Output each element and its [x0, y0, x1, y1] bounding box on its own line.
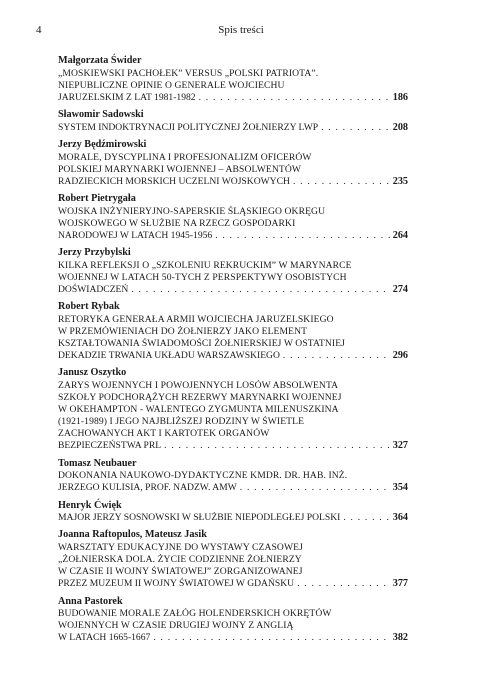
entry-title-line: ZACHOWANYCH AKT I KARTOTEK ORGANÓW	[58, 428, 270, 440]
entry-title-line: SZKOŁY PODCHORĄŻYCH REZERWY MARYNARKI WOJENNEJ	[58, 391, 342, 403]
toc-entry	[58, 500, 408, 525]
dot-leader	[215, 230, 389, 242]
entry-title-line: WARSZTATY EDUKACYJNE DO WYSTAWY CZASOWEJ	[58, 542, 303, 554]
entry-page-number: 327	[392, 440, 408, 452]
dot-leader	[153, 632, 389, 644]
entry-title-line: DOŚWIADCZEŃ	[58, 283, 129, 295]
entry-title-line: DOKONANIA NAUKOWO-DYDAKTYCZNE KMDR. DR. HAB. INŻ.	[58, 470, 348, 482]
dot-leader	[240, 482, 390, 494]
entry-title-line: W CZASIE II WOJNY ŚWIATOWEJ” ZORGANIZOWANEJ	[58, 566, 303, 578]
entry-author: Robert Pietrygała	[58, 193, 136, 204]
running-title: Spis treści	[218, 24, 264, 36]
entry-title-last-line	[58, 284, 408, 296]
toc-entry	[58, 55, 408, 104]
entry-title-line: ZARYS WOJENNYCH I POWOJENNYCH LOSÓW ABSOLWENTA	[58, 379, 339, 391]
entry-title-line: NARODOWEJ W LATACH 1945-1956	[58, 229, 213, 241]
entry-page-number: 364	[392, 512, 408, 524]
entry-title-line: KILKA REFLEKSJI O „SZKOLENIU REKRUCKIM” W MARYNARCE	[58, 259, 352, 271]
entry-title-line: RETORYKA GENERAŁA ARMII WOJCIECHA JARUZELSKIEGO	[58, 313, 334, 325]
entry-title-last-line	[58, 482, 408, 494]
entry-page-number: 264	[392, 229, 408, 241]
entry-title-line: RADZIECKICH MORSKICH UCZELNI WOJSKOWYCH	[58, 175, 290, 187]
entry-title-line: W LATACH 1665-1667	[58, 632, 151, 644]
entry-page-number: 208	[392, 121, 408, 133]
entry-title-line: NIEPUBLICZNE OPINIE O GENERALE WOJCIECHU	[58, 79, 285, 91]
entry-title-last-line	[58, 122, 408, 134]
entry-page-number: 274	[392, 283, 408, 295]
toc-entry	[58, 529, 408, 590]
toc-entry	[58, 109, 408, 134]
dot-leader	[297, 578, 390, 590]
entry-title-line: SYSTEM INDOKTRYNACJI POLITYCZNEJ ŻOŁNIERZY LWP	[58, 121, 319, 133]
entry-author: Jerzy Będźmirowski	[58, 138, 147, 150]
entry-title-line: WOJSKOWEGO W SŁUŻBIE NA RZECZ GOSPODARKI	[58, 217, 296, 229]
entry-title-line: W OKEHAMPTON - WALENTEGO ZYGMUNTA MILENUSZKINA	[58, 404, 339, 416]
entry-page-number: 235	[392, 175, 408, 187]
entry-page-number: 186	[392, 91, 408, 103]
entry-page-number: 382	[392, 632, 408, 644]
entry-title-line: POLSKIEJ MARYNARKI WOJENNEJ – ABSOLWENTÓW	[58, 163, 302, 175]
entry-author: Jerzy Przybylski	[58, 247, 131, 259]
entry-title-line: DEKADZIE TRWANIA UKŁADU WARSZAWSKIEGO	[58, 350, 280, 361]
dot-leader	[199, 92, 390, 104]
entry-title-line: WOJENNEJ W LATACH 50-TYCH Z PERSPEKTYWY OSOBISTYCH	[58, 271, 347, 283]
toc-entry	[58, 139, 408, 188]
page-header	[36, 24, 446, 38]
entry-title-line: MORALE, DYSCYPLINA I PROFESJONALIZM OFICERÓW	[58, 151, 312, 163]
dot-leader	[283, 350, 390, 362]
toc-entry	[58, 458, 408, 495]
entry-title-line: WOJENNYCH W CZASIE DRUGIEJ WOJNY Z ANGLIĄ	[58, 620, 294, 632]
toc-entry	[58, 367, 408, 452]
table-of-contents	[58, 55, 408, 650]
entry-author: Robert Rybak	[58, 301, 120, 313]
entry-title-line: JARUZELSKIM Z LAT 1981-1982	[58, 91, 196, 103]
entry-title-line: KSZTAŁTOWANIA ŚWIADOMOŚCI ŻOŁNIERSKIEJ W OSTATNIEJ	[58, 337, 346, 349]
toc-entry	[58, 596, 408, 645]
dot-leader	[293, 176, 390, 188]
dot-leader	[343, 512, 389, 524]
entry-author: Sławomir Sadowski	[58, 109, 144, 121]
entry-title-last-line	[58, 512, 408, 524]
entry-author: Henryk Ćwięk	[58, 499, 122, 511]
entry-title-last-line	[58, 350, 408, 362]
entry-title-line: PRZEZ MUZEUM II WOJNY ŚWIATOWEJ W GDAŃSKU	[58, 578, 295, 590]
toc-entry	[58, 301, 408, 362]
entry-title-line: MAJOR JERZY SOSNOWSKI W SŁUŻBIE NIEPODLEGŁEJ POLSKI	[58, 512, 341, 524]
entry-page-number: 296	[392, 350, 408, 361]
entry-title-line: W PRZEMÓWIENIACH DO ŻOŁNIERZY JAKO ELEMENT	[58, 325, 308, 337]
toc-entry	[58, 247, 408, 296]
entry-page-number: 354	[392, 482, 408, 494]
entry-title-last-line	[58, 92, 408, 104]
entry-title-last-line	[58, 578, 408, 590]
entry-author: Joanna Raftopulos, Mateusz Jasik	[58, 529, 207, 541]
dot-leader	[131, 284, 389, 296]
entry-title-last-line	[58, 632, 408, 644]
entry-title-last-line	[58, 230, 408, 242]
entry-author: Małgorzata Świder	[58, 55, 142, 66]
toc-entry	[58, 193, 408, 242]
entry-title-last-line	[58, 176, 408, 188]
entry-title-line: (1921-1989) I JEGO NAJBLIŻSZEJ RODZINY W ŚWIETLE	[58, 416, 305, 428]
page-number: 4	[36, 24, 42, 36]
entry-author: Janusz Oszytko	[58, 367, 127, 379]
entry-title-line: „ŻOŁNIERSKA DOLA. ŻYCIE CODZIENNE ŻOŁNIERZY	[58, 554, 302, 566]
entry-title-line: WOJSKA INŻYNIERYJNO-SAPERSKIE ŚLĄSKIEGO OKRĘGU	[58, 205, 326, 217]
entry-title-line: „MOSKIEWSKI PACHOŁEK” VERSUS „POLSKI PATRIOTA”.	[58, 67, 319, 79]
entry-title-last-line	[58, 440, 408, 452]
entry-title-line: JERZEGO KULISIA, PROF. NADZW. AMW	[58, 482, 237, 494]
dot-leader	[321, 122, 390, 134]
entry-author: Tomasz Neubauer	[58, 457, 137, 469]
dot-leader	[164, 440, 390, 452]
entry-title-line: BEZPIECZEŃSTWA PRL	[58, 440, 162, 452]
entry-page-number: 377	[392, 578, 408, 590]
entry-author: Anna Pastorek	[58, 595, 123, 607]
entry-title-line: BUDOWANIE MORALE ZAŁÓG HOLENDERSKICH OKRĘTÓW	[58, 608, 332, 620]
